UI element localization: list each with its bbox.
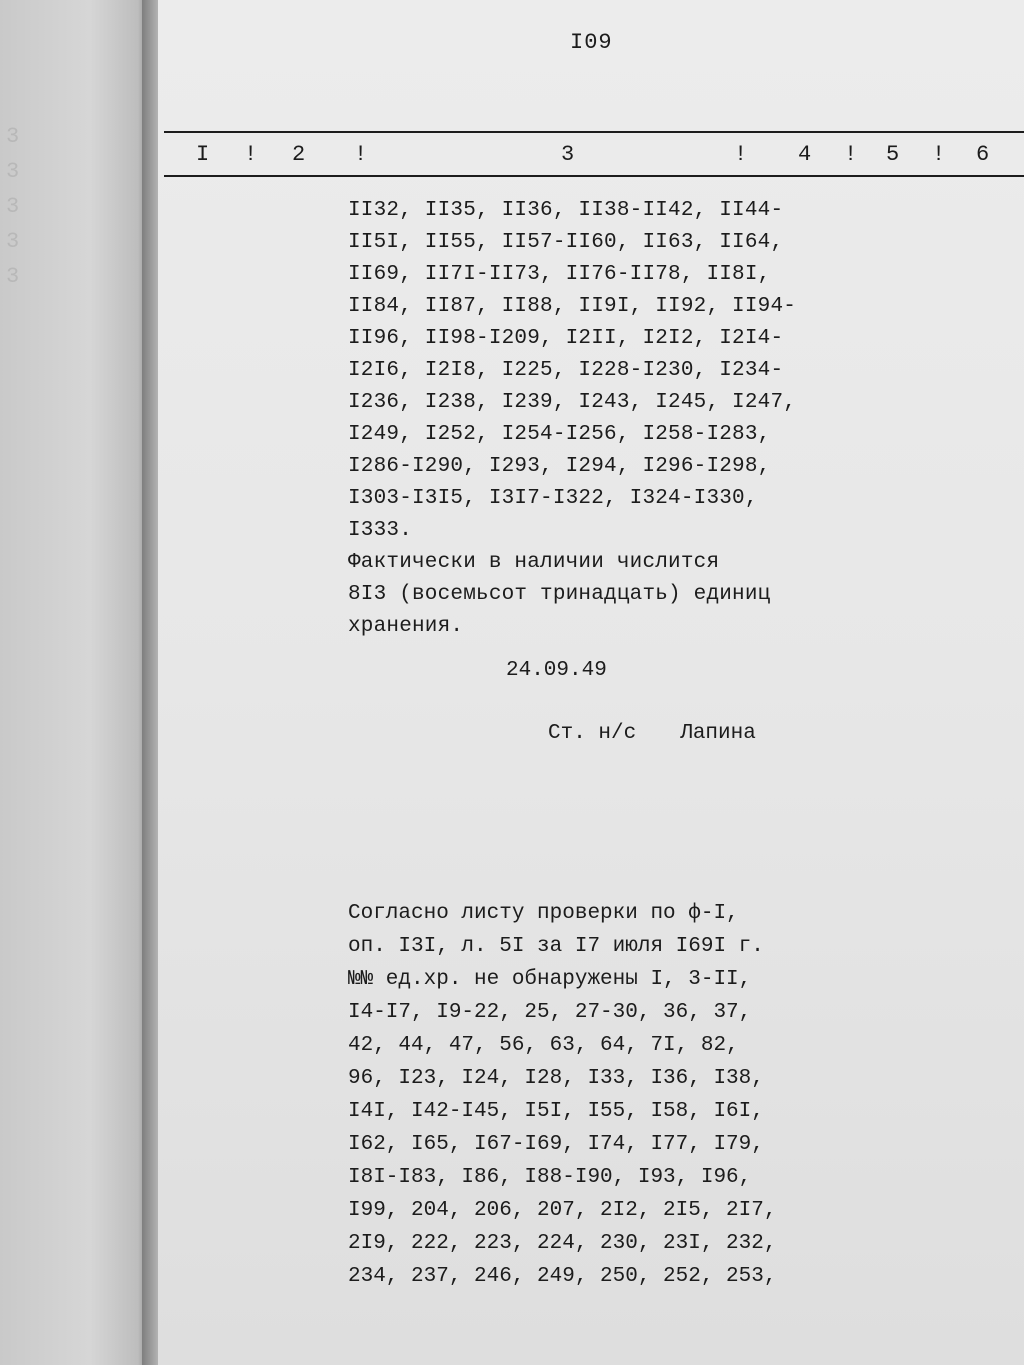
- column-separator: !: [932, 142, 946, 167]
- header-rule-bottom: [164, 175, 1024, 177]
- previous-page-edge: [0, 0, 150, 1365]
- text-line: I303-I3I5, I3I7-I322, I324-I330,: [348, 487, 758, 510]
- signature-date: 24.09.49: [506, 659, 607, 682]
- page-number: I09: [570, 30, 613, 55]
- text-line: I4-I7, I9-22, 25, 27-30, 36, 37,: [348, 1001, 752, 1024]
- summary-line: хранения.: [348, 615, 464, 638]
- text-line: I249, I252, I254-I256, I258-I283,: [348, 423, 771, 446]
- text-line: I8I-I83, I86, I88-I90, I93, I96,: [348, 1166, 752, 1189]
- text-line: II84, II87, II88, II9I, II92, II94-: [348, 295, 797, 318]
- verification-list: [348, 897, 818, 1293]
- column-header-cell: 4: [798, 142, 812, 167]
- text-line: 2I9, 222, 223, 224, 230, 23I, 232,: [348, 1232, 777, 1255]
- column-separator: !: [354, 142, 368, 167]
- missing-units-list: [348, 195, 798, 643]
- text-line: II69, II7I-II73, II76-II78, II8I,: [348, 263, 771, 286]
- text-line: I62, I65, I67-I69, I74, I77, I79,: [348, 1133, 764, 1156]
- column-separator: !: [244, 142, 258, 167]
- text-line: Согласно листу проверки по ф-I,: [348, 902, 739, 925]
- column-header-cell: I: [196, 142, 210, 167]
- signer-title: Ст. н/с: [548, 722, 637, 745]
- column-header-cell: 5: [886, 142, 900, 167]
- text-line: I2I6, I2I8, I225, I228-I230, I234-: [348, 359, 784, 382]
- summary-line: 8I3 (восемьсот тринадцать) единиц: [348, 583, 771, 606]
- text-line: II96, II98-I209, I2II, I2I2, I2I4-: [348, 327, 784, 350]
- margin-mark: 3: [6, 159, 20, 184]
- header-rule-top: [164, 131, 1024, 133]
- text-line: оп. I3I, л. 5I за I7 июля I69I г.: [348, 935, 764, 958]
- text-line: I286-I290, I293, I294, I296-I298,: [348, 455, 771, 478]
- text-line: 42, 44, 47, 56, 63, 64, 7I, 82,: [348, 1034, 739, 1057]
- text-line: II32, II35, II36, II38-II42, II44-: [348, 199, 784, 222]
- column-header-cell: 2: [292, 142, 306, 167]
- text-line: I236, I238, I239, I243, I245, I247,: [348, 391, 797, 414]
- column-header-cell: 6: [976, 142, 990, 167]
- signature-line: [548, 722, 756, 745]
- text-line: I333.: [348, 519, 413, 542]
- margin-mark: 3: [6, 124, 20, 149]
- column-separator: !: [844, 142, 858, 167]
- signer-name: Лапина: [680, 722, 756, 745]
- summary-line: Фактически в наличии числится: [348, 551, 720, 574]
- margin-mark: 3: [6, 264, 20, 289]
- text-line: II5I, II55, II57-II60, II63, II64,: [348, 231, 784, 254]
- column-separator: !: [734, 142, 748, 167]
- column-header-cell: 3: [561, 142, 575, 167]
- text-line: №№ ед.хр. не обнаружены I, 3-II,: [348, 968, 752, 991]
- text-line: I4I, I42-I45, I5I, I55, I58, I6I,: [348, 1100, 764, 1123]
- column-header: [164, 137, 1024, 171]
- text-line: I99, 204, 206, 207, 2I2, 2I5, 2I7,: [348, 1199, 777, 1222]
- text-line: 234, 237, 246, 249, 250, 252, 253,: [348, 1265, 777, 1288]
- document-page: [158, 0, 1024, 1365]
- margin-mark: 3: [6, 229, 20, 254]
- text-line: 96, I23, I24, I28, I33, I36, I38,: [348, 1067, 764, 1090]
- margin-mark: 3: [6, 194, 20, 219]
